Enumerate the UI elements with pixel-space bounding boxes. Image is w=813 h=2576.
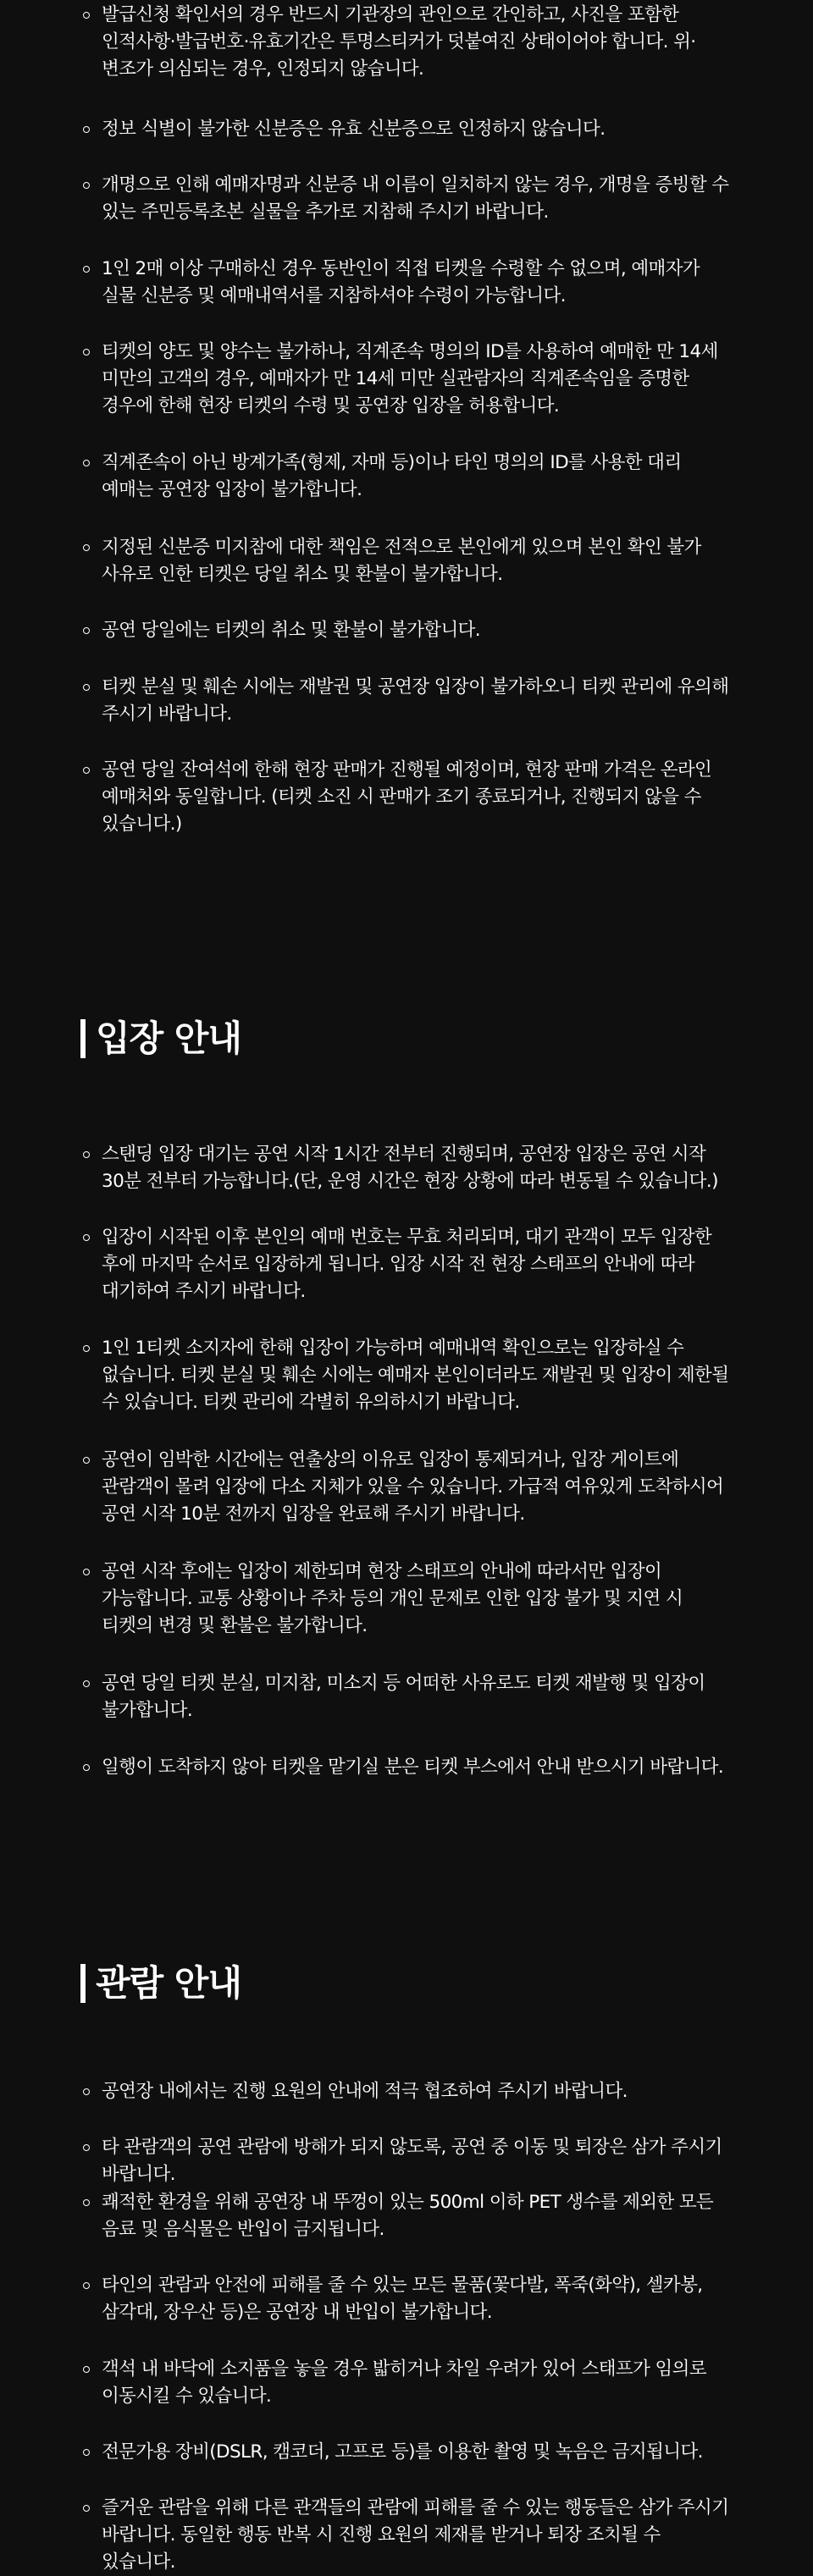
viewing-guide-heading: [80, 1962, 241, 2005]
list-item: 공연 당일 티켓 분실, 미지참, 미소지 등 어떠한 사유로도 티켓 재발행 및 입장이 불가합니다.: [102, 1670, 735, 1724]
list-item: 개명으로 인해 예매자명과 신분증 내 이름이 일치하지 않는 경우, 개명을 증빙할 수 있는 주민등록초본 실물을 추가로 지참해 주시기 바랍니다.: [102, 172, 735, 226]
list-item: 객석 내 바닥에 소지품을 놓을 경우 밟히거나 차일 우려가 있어 스태프가 임의로 이동시킬 수 있습니다.: [102, 2356, 735, 2410]
list-item: 타 관람객의 공연 관람에 방해가 되지 않도록, 공연 중 이동 및 퇴장은 삼가 주시기 바랍니다.: [102, 2134, 735, 2188]
list-item: 정보 식별이 불가한 신분증은 유효 신분증으로 인정하지 않습니다.: [102, 116, 735, 143]
list-item: 공연 당일에는 티켓의 취소 및 환불이 불가합니다.: [102, 617, 735, 644]
list-item: 공연 시작 후에는 입장이 제한되며 현장 스태프의 안내에 따라서만 입장이 가능합니다. 교통 상황이나 주차 등의 개인 문제로 인한 입장 불가 및 지연 시 티켓의 변경 및 환불은 불가합니다.: [102, 1558, 735, 1640]
list-item: 쾌적한 환경을 위해 공연장 내 뚜껑이 있는 500ml 이하 PET 생수를 제외한 모든 음료 및 음식물은 반입이 금지됩니다.: [102, 2189, 735, 2243]
list-item: 공연 당일 잔여석에 한해 현장 판매가 진행될 예정이며, 현장 판매 가격은 온라인 예매처와 동일합니다. (티켓 소진 시 판매가 조기 종료되거나, 진행되지 않을 수 있습니다.): [102, 757, 735, 838]
list-item: 스탠딩 입장 대기는 공연 시작 1시간 전부터 진행되며, 공연장 입장은 공연 시작 30분 전부터 가능합니다.(단, 운영 시간은 현장 상황에 따라 변동될 수 있습니다.): [102, 1141, 735, 1195]
list-item: 1인 1티켓 소지자에 한해 입장이 가능하며 예매내역 확인으로는 입장하실 수 없습니다. 티켓 분실 및 훼손 시에는 예매자 본인이더라도 재발권 및 입장이 제한될 수 있습니다. 티켓 관리에 각별히 유의하시기 바랍니다.: [102, 1335, 735, 1416]
list-item: 1인 2매 이상 구매하신 경우 동반인이 직접 티켓을 수령할 수 없으며, 예매자가 실물 신분증 및 예매내역서를 지참하셔야 수령이 가능합니다.: [102, 256, 735, 310]
list-item: 전문가용 장비(DSLR, 캠코더, 고프로 등)를 이용한 촬영 및 녹음은 금지됩니다.: [102, 2439, 735, 2466]
list-item: 공연장 내에서는 진행 요원의 안내에 적극 협조하여 주시기 바랍니다.: [102, 2078, 735, 2105]
heading-bar: [80, 1019, 86, 1058]
list-item: 티켓의 양도 및 양수는 불가하나, 직계존속 명의의 ID를 사용하여 예매한 만 14세 미만의 고객의 경우, 예매자가 만 14세 미만 실관람자의 직계존속임을 증명한 경우에 한해 현장 티켓의 수령 및 공연장 입장을 허용합니다.: [102, 339, 735, 420]
list-item: 일행이 도착하지 않아 티켓을 맡기실 분은 티켓 부스에서 안내 받으시기 바랍니다.: [102, 1754, 735, 1781]
list-item: 즐거운 관람을 위해 다른 관객들의 관람에 피해를 줄 수 있는 행동들은 삼가 주시기 바랍니다. 동일한 행동 반복 시 진행 요원의 제재를 받거나 퇴장 조치될 수 있습니다.: [102, 2495, 735, 2576]
list-item: 발급신청 확인서의 경우 반드시 기관장의 관인으로 간인하고, 사진을 포함한 인적사항·발급번호·유효기간은 투명스티커가 덧붙여진 상태이어야 합니다. 위·변조가 의심되는 경우, 인정되지 않습니다.: [102, 2, 735, 83]
viewing-guide-title: 관람 안내: [96, 1962, 241, 2004]
list-item: 입장이 시작된 이후 본인의 예매 번호는 무효 처리되며, 대기 관객이 모두 입장한 후에 마지막 순서로 입장하게 됩니다. 입장 시작 전 현장 스태프의 안내에 따라 대기하여 주시기 바랍니다.: [102, 1224, 735, 1305]
heading-bar: [80, 1964, 86, 2003]
list-item: 직계존속이 아닌 방계가족(형제, 자매 등)이나 타인 명의의 ID를 사용한 대리 예매는 공연장 입장이 불가합니다.: [102, 450, 735, 504]
list-item: 지정된 신분증 미지참에 대한 책임은 전적으로 본인에게 있으며 본인 확인 불가 사유로 인한 티켓은 당일 취소 및 환불이 불가합니다.: [102, 534, 735, 588]
entry-guide-heading: [80, 1018, 241, 1060]
entry-guide-title: 입장 안내: [96, 1018, 241, 1059]
list-item: 타인의 관람과 안전에 피해를 줄 수 있는 모든 물품(꽃다발, 폭죽(화약), 셀카봉, 삼각대, 장우산 등)은 공연장 내 반입이 불가합니다.: [102, 2272, 735, 2326]
list-item: 공연이 임박한 시간에는 연출상의 이유로 입장이 통제되거나, 입장 게이트에 관람객이 몰려 입장에 다소 지체가 있을 수 있습니다. 가급적 여유있게 도착하시어 공연 시작 10분 전까지 입장을 완료해 주시기 바랍니다.: [102, 1447, 735, 1528]
list-item: 티켓 분실 및 훼손 시에는 재발권 및 공연장 입장이 불가하오니 티켓 관리에 유의해 주시기 바랍니다.: [102, 674, 735, 728]
